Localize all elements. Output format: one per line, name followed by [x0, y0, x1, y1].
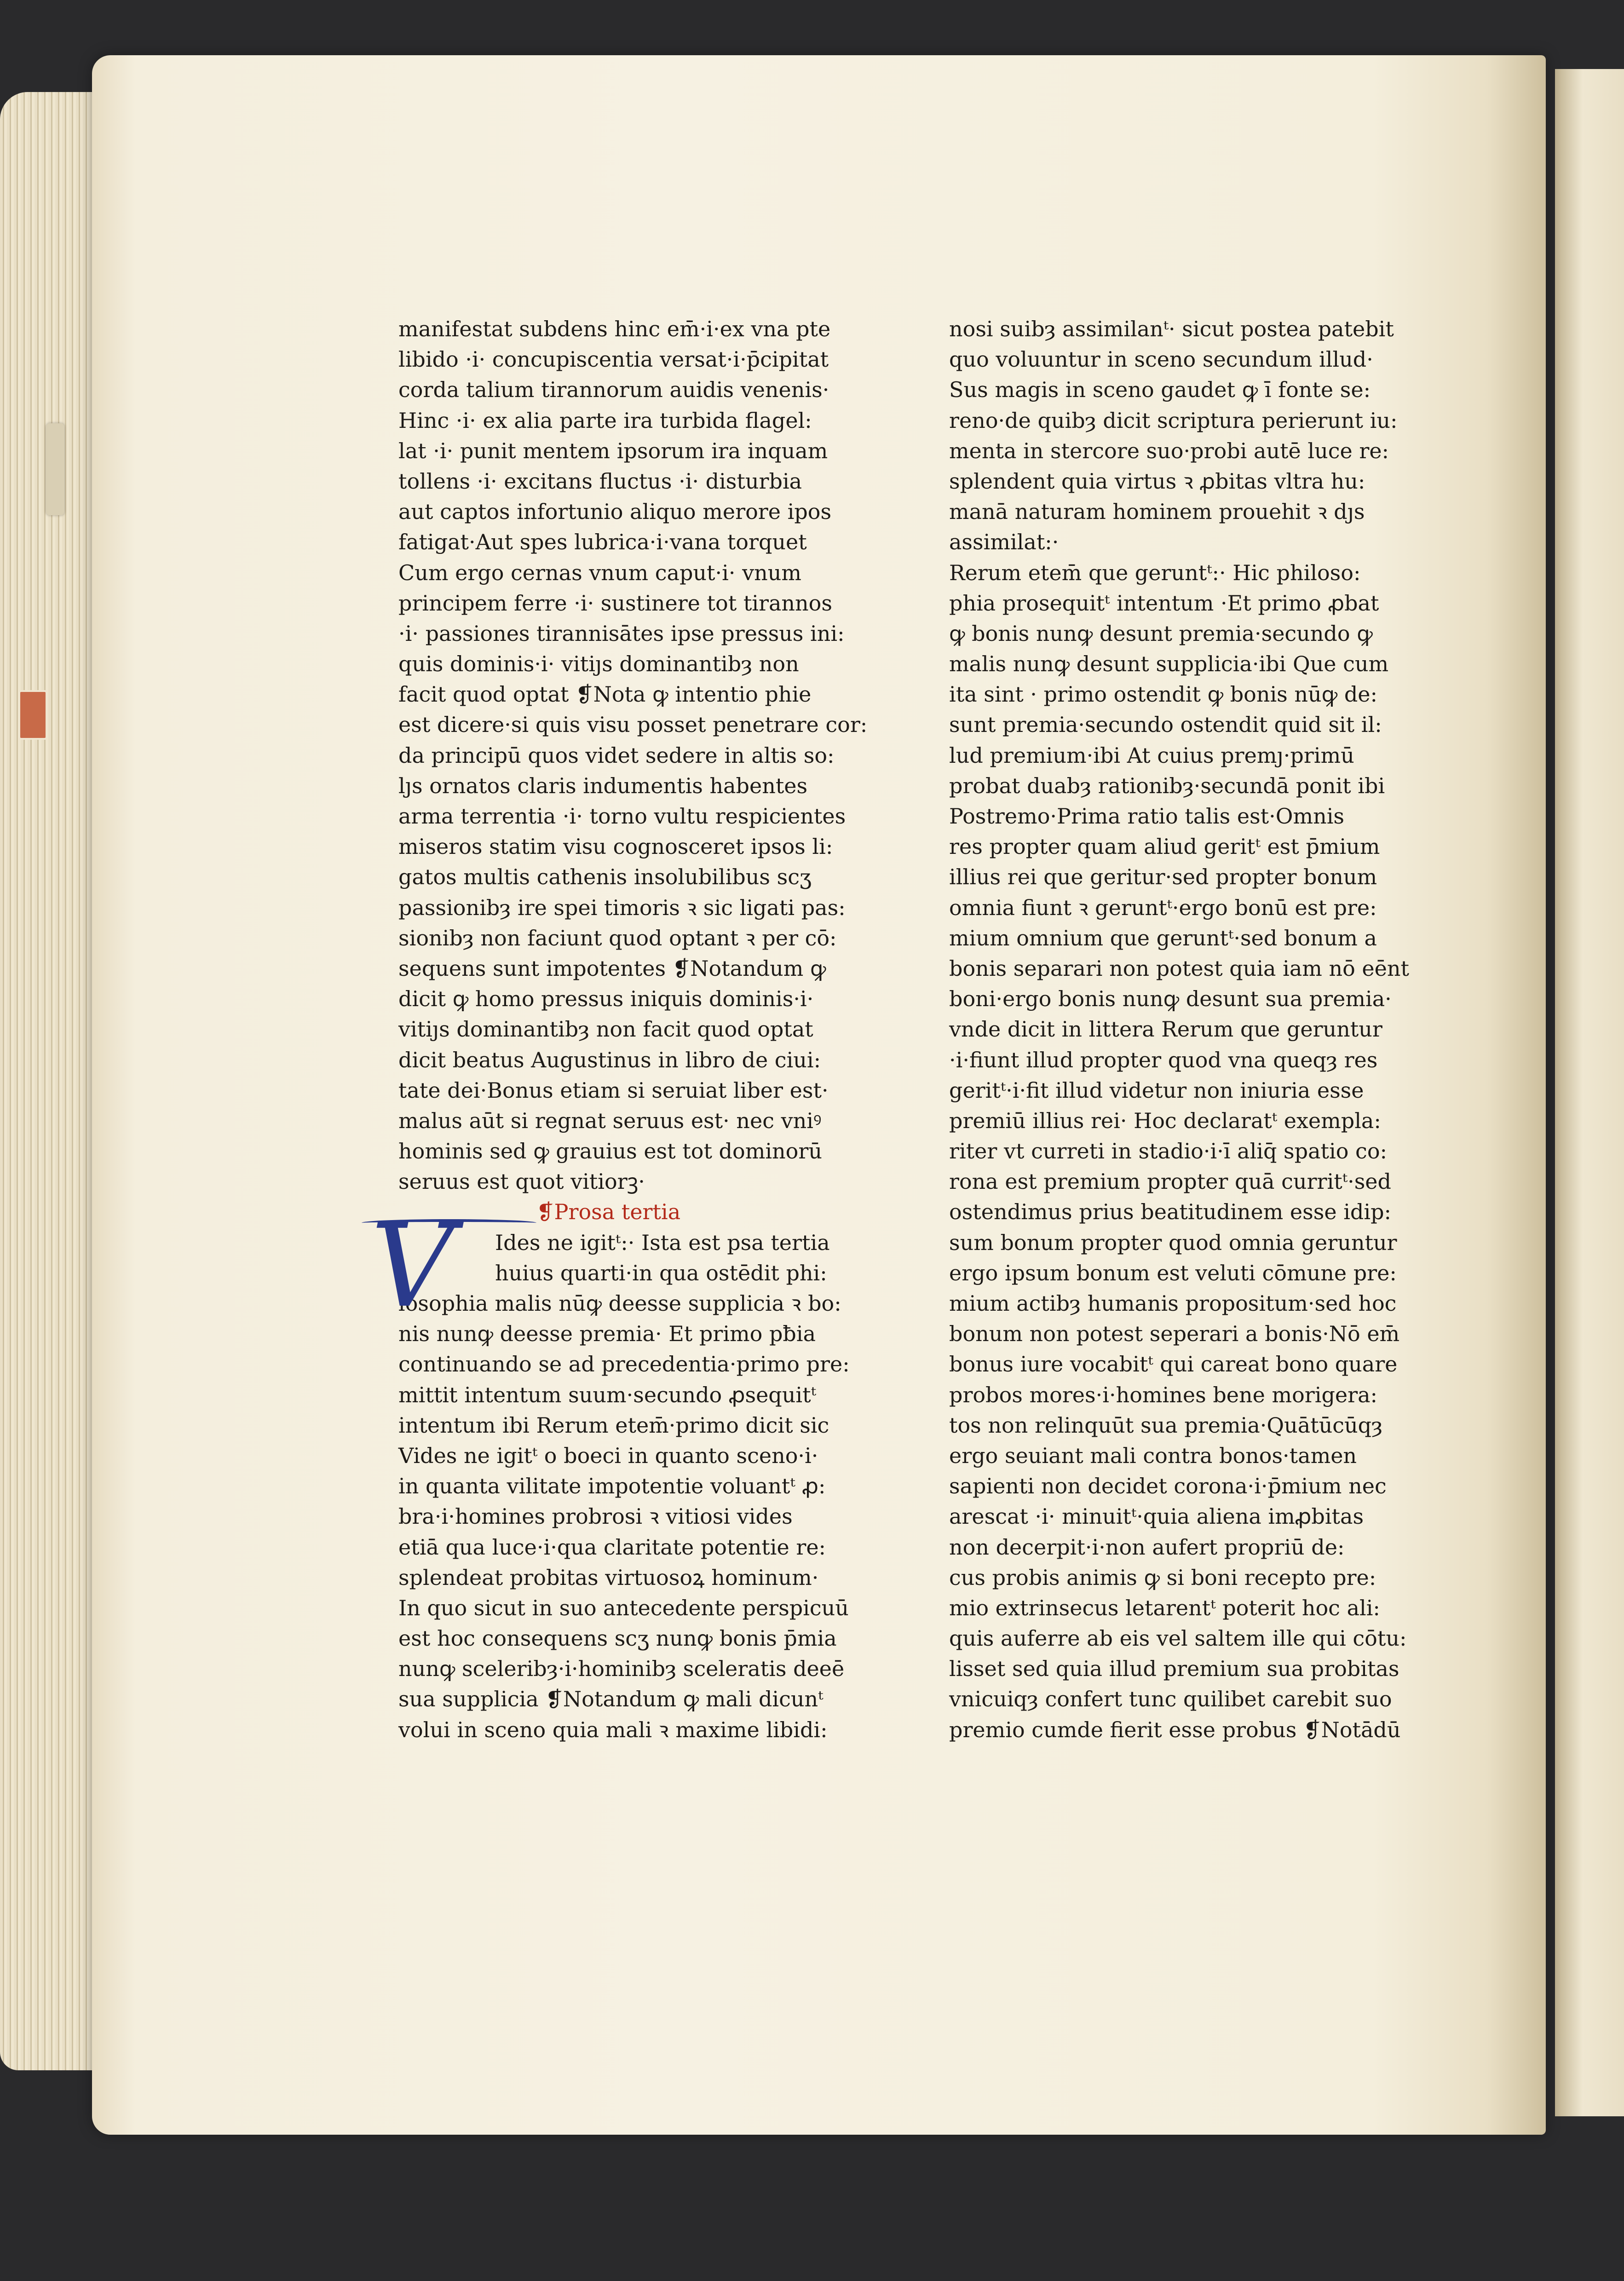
text-line: etiā qua luce·i·qua claritate potentie re:: [398, 1534, 826, 1560]
text-line: tos non relinquūt sua premia·Quātūcūqȝ: [949, 1412, 1383, 1438]
text-line: hominis sed ꝙ grauius est tot dominorū: [398, 1139, 822, 1164]
text-line: cus probis animis ꝙ si boni recepto pre:: [949, 1565, 1376, 1590]
text-line: ergo seuiant mali contra bonos·tamen: [949, 1443, 1357, 1468]
text-line: vnicuiqȝ confert tunc quilibet carebit suo: [949, 1687, 1392, 1712]
text-line: sua supplicia ❡Notandum ꝙ mali dicunᵗ: [398, 1687, 824, 1712]
text-line: est dicere·si quis visu posset penetrare cor:: [398, 712, 868, 737]
text-line: volui in sceno quia mali ꝛ maxime libidi:: [398, 1717, 828, 1742]
page-edges: [0, 92, 106, 2070]
text-line: lisset sed quia illud premium sua probitas: [949, 1656, 1399, 1682]
text-line: omnia fiunt ꝛ geruntᵗ·ergo bonū est pre:: [949, 895, 1377, 920]
text-line: ita sint · primo ostendit ꝙ bonis nūꝙ de:: [949, 682, 1377, 707]
text-line: illius rei que geritur·sed propter bonum: [949, 864, 1377, 890]
text-line: mittit intentum suum·secundo ꝓsequitᵗ: [398, 1382, 816, 1407]
text-line: menta in stercore suo·probi autē luce re:: [949, 438, 1389, 463]
text-line: lud premium·ibi At cuius premȷ·primū: [949, 743, 1354, 768]
text-line: ❡Prosa tertia: [536, 1199, 681, 1225]
text-line: libido ·i· concupiscentia versat·i·p̄cipitat: [398, 347, 829, 372]
text-line: reno·de quibȝ dicit scriptura perierunt iu:: [949, 408, 1398, 433]
text-line: quo voluuntur in sceno secundum illud·: [949, 347, 1373, 372]
text-line: mio extrinsecus letarentᵗ poterit hoc ali:: [949, 1595, 1380, 1620]
text-line: Rerum etem̄ que geruntᵗ:· Hic philoso:: [949, 560, 1361, 585]
text-line: seruus est quot vitiorꝫ·: [398, 1169, 645, 1194]
text-line: huius quarti·in qua ostēdit phi:: [495, 1260, 827, 1285]
text-line: manifestat subdens hinc em̄·i·ex vna pte: [398, 317, 831, 341]
text-line: corda talium tirannorum auidis venenis·: [398, 377, 829, 403]
text-line: boni·ergo bonis nunꝙ desunt sua premia·: [949, 986, 1392, 1012]
text-line: da principū quos videt sedere in altis so:: [398, 743, 835, 768]
text-line: nosi suibȝ assimilanᵗ· sicut postea patebit: [949, 317, 1394, 341]
text-line: non decerpit·i·non aufert propriū de:: [949, 1534, 1345, 1560]
text-line: premio cumde fierit esse probus ❡Notādū: [949, 1717, 1401, 1742]
text-line: dicit ꝙ homo pressus iniquis dominis·i·: [398, 986, 814, 1012]
text-line: est hoc consequens scʒ nunꝙ bonis p̄mia: [398, 1626, 837, 1651]
text-line: ·i·fiunt illud propter quod vna queqȝ res: [949, 1047, 1378, 1072]
page-clip-marker: [46, 423, 64, 515]
text-line: Hinc ·i· ex alia parte ira turbida flagel:: [398, 408, 812, 433]
text-line: ergo ipsum bonum est veluti cōmune pre:: [949, 1260, 1397, 1285]
text-line: rona est premium propter quā curritᵗ·sed: [949, 1169, 1391, 1194]
text-line: aut captos infortunio aliquo merore ipos: [398, 499, 832, 524]
text-line: premiū illius rei· Hoc declaratᵗ exempla:: [949, 1108, 1381, 1133]
text-line: phia prosequitᵗ intentum ·Et primo ꝓbat: [949, 590, 1379, 616]
text-line: fatigat·Aut spes lubrica·i·vana torquet: [398, 530, 807, 555]
right-text-column: [949, 314, 1428, 1745]
drop-cap-initial: V: [371, 1199, 454, 1333]
text-line: vnde dicit in littera Rerum que geruntur: [949, 1017, 1382, 1042]
text-line: sionibȝ non faciunt quod optant ꝛ per cō:: [398, 925, 837, 950]
text-line: nis nunꝙ deesse premia· Et primo pƀia: [398, 1321, 816, 1347]
text-line: Cum ergo cernas vnum caput·i· vnum: [398, 560, 801, 585]
text-line: sunt premia·secundo ostendit quid sit il:: [949, 712, 1382, 737]
text-line: dicit beatus Augustinus in libro de ciui:: [398, 1047, 821, 1072]
text-line: vitiȷs dominantibȝ non facit quod optat: [398, 1017, 813, 1042]
text-line: manā naturam hominem prouehit ꝛ dȷs: [949, 499, 1365, 524]
text-line: losophia malis nūꝙ deesse supplicia ꝛ bo:: [398, 1291, 841, 1316]
text-line: Vides ne igitᵗ o boeci in quanto sceno·i·: [398, 1443, 818, 1468]
text-line: probos mores·i·homines bene morigera:: [949, 1382, 1378, 1407]
left-text-column: [371, 314, 877, 1745]
text-line: arescat ·i· minuitᵗ·quia aliena imꝓbitas: [949, 1504, 1364, 1529]
text-line: in quanta vilitate impotentie voluantᵗ ꝓ:: [398, 1474, 826, 1499]
text-line: riter vt curreti in stadio·i·ī aliq̄ spatio co:: [949, 1139, 1388, 1164]
text-line: geritᵗ·i·fit illud videtur non iniuria esse: [949, 1077, 1364, 1103]
text-line: nunꝙ sceleribȝ·i·hominibȝ sceleratis deeē: [398, 1656, 845, 1682]
text-line: Sus magis in sceno gaudet ꝙ ī fonte se:: [949, 377, 1371, 403]
text-line: bra·i·homines probrosi ꝛ vitiosi vides: [398, 1504, 793, 1529]
text-line: splendent quia virtus ꝛ ꝓbitas vltra hu:: [949, 468, 1365, 494]
text-line: bonum non potest seperari a bonis·Nō em̄: [949, 1321, 1400, 1347]
text-line: sapienti non decidet corona·i·p̄mium nec: [949, 1474, 1387, 1499]
text-line: sum bonum propter quod omnia geruntur: [949, 1230, 1397, 1255]
red-tab-marker: [18, 690, 47, 740]
text-line: res propter quam aliud geritᵗ est p̄mium: [949, 834, 1380, 859]
text-line: tollens ·i· excitans fluctus ·i· disturbia: [398, 468, 802, 494]
text-line: passionibȝ ire spei timoris ꝛ sic ligati pas:: [398, 895, 846, 920]
text-line: tate dei·Bonus etiam si seruiat liber est·: [398, 1077, 829, 1103]
text-line: arma terrentia ·i· torno vultu respicientes: [398, 804, 846, 829]
text-line: Ides ne igitᵗ:· Ista est psa tertia: [495, 1230, 830, 1255]
text-line: facit quod optat ❡Nota ꝙ intentio phie: [398, 682, 812, 707]
text-line: quis dominis·i· vitiȷs dominantibȝ non: [398, 651, 799, 677]
text-line: miseros statim visu cognosceret ipsos li:: [398, 834, 833, 859]
text-line: ostendimus prius beatitudinem esse idip:: [949, 1199, 1392, 1225]
text-line: sequens sunt impotentes ❡Notandum ꝙ: [398, 956, 826, 981]
text-line: malis nunꝙ desunt supplicia·ibi Que cum: [949, 651, 1389, 677]
text-line: bonis separari non potest quia iam nō eēnt: [949, 956, 1409, 981]
text-line: malus aūt si regnat seruus est· nec vniꝰ: [398, 1108, 822, 1133]
text-line: assimilat:·: [949, 530, 1059, 555]
text-line: lȷs ornatos claris indumentis habentes: [398, 773, 808, 798]
text-line: splendeat probitas virtuosoꝝ hominum·: [398, 1565, 819, 1590]
text-line: probat duabȝ rationibȝ·secundā ponit ibi: [949, 773, 1385, 798]
text-line: quis auferre ab eis vel saltem ille qui cōtu:: [949, 1626, 1407, 1651]
text-line: bonus iure vocabitᵗ qui careat bono quare: [949, 1352, 1398, 1377]
text-line: mium actibȝ humanis propositum·sed hoc: [949, 1291, 1397, 1316]
text-line: In quo sicut in suo antecedente perspicuū: [398, 1595, 849, 1620]
text-line: principem ferre ·i· sustinere tot tirannos: [398, 590, 832, 616]
text-line: ·i· passiones tirannisātes ipse pressus ini:: [398, 621, 845, 646]
text-line: gatos multis cathenis insolubilibus scʒ: [398, 864, 812, 890]
text-line: Postremo·Prima ratio talis est·Omnis: [949, 804, 1345, 829]
text-line: intentum ibi Rerum etem̄·primo dicit sic: [398, 1412, 829, 1438]
text-line: mium omnium que geruntᵗ·sed bonum a: [949, 925, 1377, 950]
text-line: continuando se ad precedentia·primo pre:: [398, 1352, 850, 1377]
text-line: lat ·i· punit mentem ipsorum ira inquam: [398, 438, 828, 463]
text-line: ꝙ bonis nunꝙ desunt premia·secundo ꝙ: [949, 621, 1373, 646]
facing-page-edge: [1555, 69, 1624, 2116]
